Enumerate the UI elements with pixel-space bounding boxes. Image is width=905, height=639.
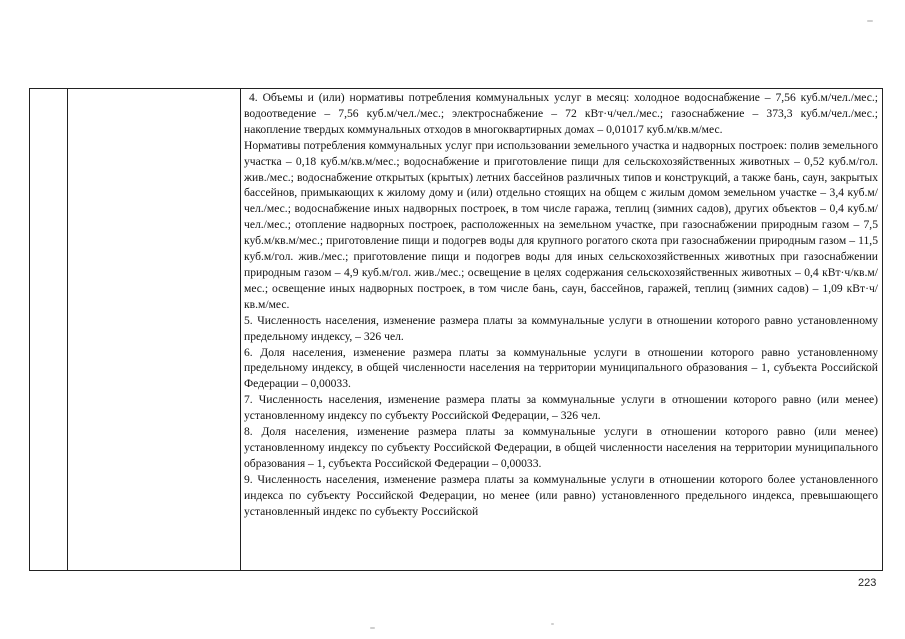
paragraph-item-6: 6. Доля населения, изменение размера платы за коммунальные услуги в отношении которого равно установленному предельному индексу, в общей численности населения на территории муниципального образования – 1, субъекта Российской Федерации – 0,00033. (244, 345, 878, 391)
scan-artifact (370, 627, 375, 629)
scan-artifact (867, 20, 873, 22)
paragraph-item-7: 7. Численность населения, изменение размера платы за коммунальные услуги в отношении которого равно (или менее) установленному индексу по субъекту Российской Федерации, – 326 чел. (244, 393, 878, 423)
column-divider (67, 89, 68, 570)
scan-artifact (551, 623, 554, 625)
paragraph-item-5: 5. Численность населения, изменение размера платы за коммунальные услуги в отношении которого равно установленному предельному индексу, – 326 чел. (244, 313, 878, 343)
paragraph-item-9: 9. Численность населения, изменение размера платы за коммунальные услуги в отношении которого более установленного индекса по субъекту Российской Федерации, но менее (или равно) установленного предельного индекса, превышающего установленный индекс по субъекту Российской (244, 472, 878, 518)
paragraph-item-8: 8. Доля населения, изменение размера платы за коммунальные услуги в отношении которого равно (или менее) установленному индексу по субъекту Российской Федерации, в общей численности населения на территории муниципального образования – 1, субъекта Российской Федерации – 0,00033. (244, 425, 878, 470)
paragraph-utility-volumes: 4. Объемы и (или) нормативы потребления коммунальных услуг в месяц: холодное водоснабжение – 7,56 куб.м/чел./мес.; водоотведение – 7,56 куб.м/чел./мес.; электроснабжение – 72 кВт·ч/чел./мес.; газоснабжение – 373,3 куб.м/чел./мес.; накопление твердых коммунальных отходов в многоквартирных домах – 0,01017 куб.м/кв.м/мес. (244, 91, 878, 136)
document-table (29, 88, 883, 571)
content-cell (244, 90, 878, 519)
paragraph-land-plot-norms: Нормативы потребления коммунальных услуг при использовании земельного участка и надворных построек: полив земельного участка – 0,18 куб.м/кв.м/мес.; водоснабжение и приготовление пищи для сельскохозяйственных животных – 0,52 куб.м/гол. жив./мес.; водоснабжение открытых (крытых) летних бассейнов различных типов и конструкций, а также бань, саун, закрытых бассейнов, примыкающих к жилому дому и (или) отдельно стоящих на общем с жилым домом земельном участке – 3,4 куб.м/чел./мес.; водоснабжение иных надворных построек, в том числе гаража, теплиц (зимних садов), других объектов – 0,4 куб.м/чел./мес.; отопление надворных построек, расположенных на земельном участке, при газоснабжении природным газом – 7,5 куб.м/кв.м/мес.; приготовление пищи и подогрев воды для крупного рогатого скота при газоснабжении природным газом – 11,5 куб.м/гол. жив./мес.; приготовление пищи и подогрев воды для иных сельскохозяйственных животных при газоснабжении природным газом – 4,9 куб.м/гол. жив./мес.; освещение в целях содержания сельскохозяйственных животных – 0,4 кВт·ч/кв.м/мес.; освещение иных надворных построек, в том числе бань, саун, бассейнов, гаражей, теплиц (зимних садов) – 1,09 кВт·ч/кв.м/мес. (244, 138, 878, 311)
page-number: 223 (858, 577, 877, 589)
column-divider (240, 89, 241, 570)
